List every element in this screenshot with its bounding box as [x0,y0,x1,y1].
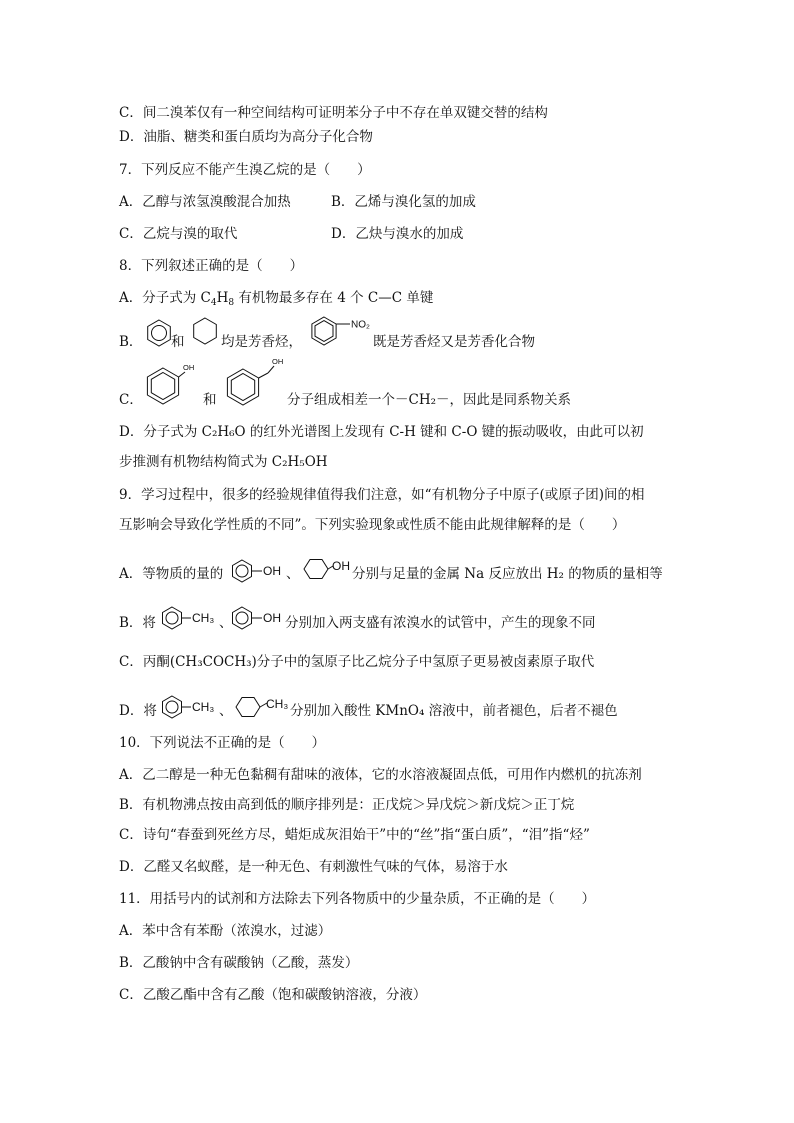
toluene-ch3-label-9d: CH₃ [192,700,215,714]
methylcyclohexane-ch3-label: CH₃ [266,697,289,711]
benzene-structure [144,318,174,348]
q8-option-d: D．分子式为 C₂H₆O 的红外光谱图上发现有 C-H 键和 C-O 键的振动吸收，由此可以初 [119,424,644,440]
q9-option-d-text2: 分别加入酸性 KMnO₄ 溶液中，前者褪色，后者不褪色 [290,703,618,719]
q9-stem: 9．学习过程中，很多的经验规律值得我们注意，如“有机物分子中原子(或原子团)间的相 [119,487,645,503]
q7-option-a: A．乙醇与浓氢溴酸混合加热 [119,194,291,210]
phenol-structure [143,359,193,409]
toluene-structure-9b [160,603,220,633]
q6-option-c: C．间二溴苯仅有一种空间结构可证明苯分子中不存在单双键交替的结构 [119,105,548,121]
q11-option-c: C．乙酸乙酯中含有乙酸（饱和碳酸钠溶液，分液） [119,987,427,1003]
q8-option-c-label: C． [119,392,143,408]
q10-option-b: B．有机物沸点按由高到低的顺序排列是：正戊烷＞异戊烷＞新戊烷＞正丁烷 [119,797,575,813]
q6-option-d: D．油脂、糖类和蛋白质均为高分子化合物 [119,129,373,145]
q8-option-b-text2: 既是芳香烃又是芳香化合物 [373,334,535,350]
benzyl-oh-label: OH [272,357,284,366]
q11-option-b: B．乙酸钠中含有碳酸钠（乙酸，蒸发） [119,955,359,971]
phenol-oh-label-9b: OH [263,611,281,625]
q10-stem: 10．下列说法不正确的是（ ） [119,735,326,751]
q7-stem: 7．下列反应不能产生溴乙烷的是（ ） [119,162,371,178]
q8-option-b-label: B． [119,334,143,350]
phenol-structure-9b [230,603,286,633]
q10-option-c: C．诗句“春蚕到死丝方尽，蜡炬成灰泪始干”中的“丝”指“蛋白质”，“泪”指“烃” [119,827,590,843]
q11-option-a: A．苯中含有苯酚（浓溴水，过滤） [119,923,332,939]
q8-option-b-and: 和 [171,334,185,350]
q9-option-b-sep: 、 [219,615,233,631]
toluene-structure-9d [160,692,220,722]
cyclohexane-structure [190,316,220,346]
toluene-ch3-label-9b: CH₃ [192,611,215,625]
q8-option-c-text: 分子组成相差一个－CH₂－，因此是同系物关系 [287,392,572,408]
q10-option-d: D．乙醛又名蚁醛，是一种无色、有刺激性气味的气体，易溶于水 [119,859,508,875]
q9-option-a-text1: A．等物质的量的 [119,566,224,582]
q8-option-a: A．分子式为 $C_4H_8$ 有机物最多存在 4 个 C—C 单键 [119,290,434,308]
q9-option-d-sep: 、 [219,703,233,719]
benzyl-alcohol-structure [222,356,286,410]
methylcyclohexane-structure [233,692,291,722]
cyclohexanol-structure [299,554,351,584]
phenol-oh-label: OH [183,363,195,372]
nitrobenzene-structure [308,314,374,348]
q9-option-d-text1: D．将 [119,703,157,719]
cyclohexanol-oh-label: OH [332,559,350,573]
q8-option-b-text1: 均是芳香烃， [221,334,302,350]
q8-option-c-and: 和 [203,392,217,408]
q7-option-d: D．乙炔与溴水的加成 [331,226,464,242]
q9-option-a-sep: 、 [286,566,300,582]
phenol-oh-label-9a: OH [263,564,281,578]
q10-option-a: A．乙二醇是一种无色黏稠有甜味的液体，它的水溶液凝固点低，可用作内燃机的抗冻剂 [119,767,642,783]
phenol-structure-9a [230,556,286,586]
q9-stem-cont: 互影响会导致化学性质的不同”。下列实验现象或性质不能由此规律解释的是（ ） [119,517,626,533]
q7-option-c: C．乙烷与溴的取代 [119,226,238,242]
q9-option-c: C．丙酮(CH₃COCH₃)分子中的氢原子比乙烷分子中氢原子更易被卤素原子取代 [119,654,595,670]
q7-option-b: B．乙烯与溴化氢的加成 [331,194,476,210]
q9-option-b-text1: B．将 [119,615,156,631]
q9-option-a-text2: 分别与足量的金属 Na 反应放出 H₂ 的物质的量相等 [352,566,663,582]
q11-stem: 11．用括号内的试剂和方法除去下列各物质中的少量杂质，不正确的是（ ） [119,891,596,907]
nitro-group-label: NO₂ [351,319,370,331]
q8-stem: 8．下列叙述正确的是（ ） [119,258,304,274]
q9-option-b-text2: 分别加入两支盛有浓溴水的试管中，产生的现象不同 [285,615,596,631]
q8-option-d-cont: 步推测有机物结构简式为 C₂H₅OH [119,454,328,470]
